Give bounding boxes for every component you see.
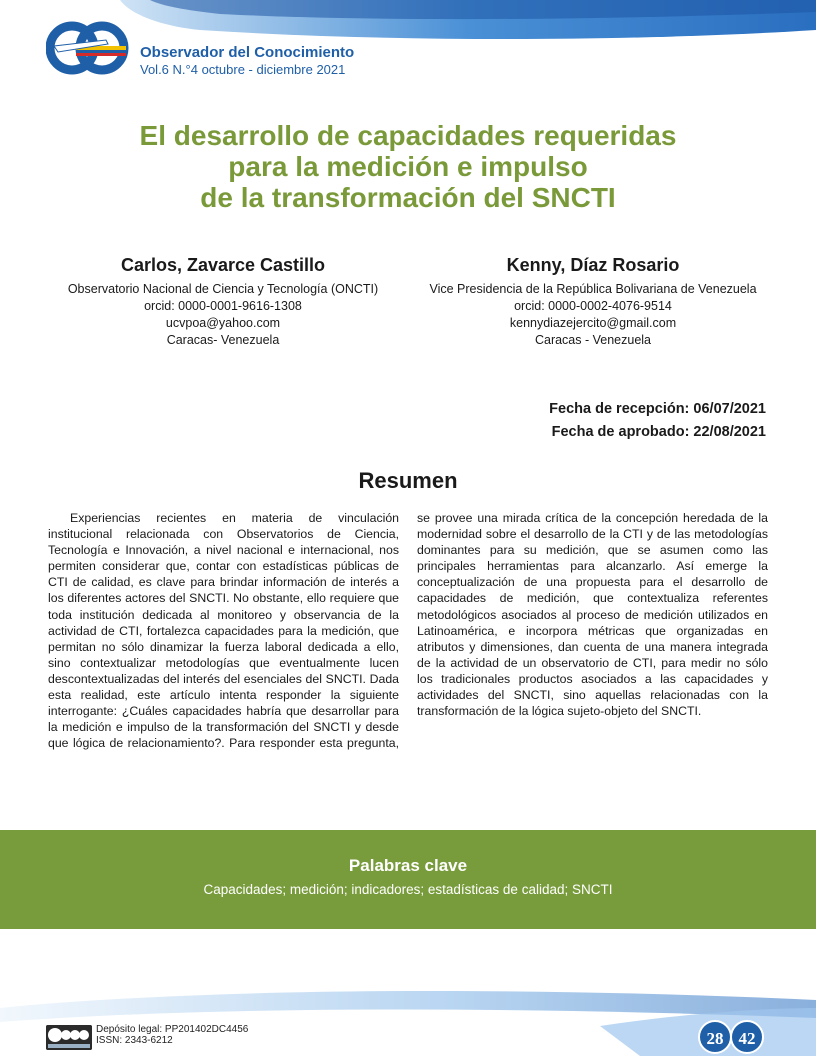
- author-affiliation: Vice Presidencia de la República Bolivariana de Venezuela: [429, 282, 757, 296]
- author-block: [408, 254, 778, 349]
- journal-logo-icon: [46, 16, 132, 78]
- author-orcid: orcid: 0000-0002-4076-9514: [514, 299, 672, 313]
- page-end-badge: 42: [730, 1020, 764, 1054]
- author-location: Caracas- Venezuela: [166, 333, 280, 347]
- title-line: de la transformación del SNCTI: [200, 182, 616, 213]
- abstract-body: [48, 510, 768, 758]
- keywords-list: Capacidades; medición; indicadores; estadísticas de calidad; SNCTI: [203, 882, 613, 897]
- legal-info: [96, 1024, 248, 1046]
- page-start-badge: 28: [698, 1020, 732, 1054]
- author-name: Kenny, Díaz Rosario: [506, 255, 680, 275]
- journal-issue: Vol.6 N.°4 octubre - diciembre 2021: [140, 62, 346, 77]
- author-name: Carlos, Zavarce Castillo: [120, 255, 326, 275]
- legal-deposit: Depósito legal: PP201402DC4456: [96, 1024, 249, 1035]
- received-date: Fecha de recepción: 06/07/2021: [549, 401, 766, 417]
- keywords-band: [0, 830, 816, 929]
- article-title: [60, 120, 756, 213]
- article-dates: [549, 398, 766, 444]
- author-location: Caracas - Venezuela: [534, 333, 652, 347]
- journal-name: Observador del Conocimiento: [140, 44, 355, 61]
- author-email[interactable]: kennydiazejercito@gmail.com: [509, 316, 677, 330]
- keywords-heading: Palabras clave: [348, 856, 468, 875]
- approved-date: Fecha de aprobado: 22/08/2021: [551, 424, 766, 440]
- abstract-heading: Resumen: [358, 468, 458, 493]
- title-line: para la medición e impulso: [228, 151, 588, 182]
- issn: ISSN: 2343-6212: [96, 1035, 173, 1046]
- author-email[interactable]: ucvpoa@yahoo.com: [165, 316, 281, 330]
- creative-commons-icon: [46, 1025, 92, 1050]
- author-block: [48, 254, 398, 349]
- author-orcid: orcid: 0000-0001-9616-1308: [144, 299, 302, 313]
- author-affiliation: Observatorio Nacional de Ciencia y Tecnología (ONCTI): [67, 282, 379, 296]
- abstract-paragraph: Experiencias recientes en materia de vinculación institucional relacionada con Observatorios de Ciencia, Tecnología e Innovación, a nivel nacional e internacional, nos permiten considerar que, contar con estadísticas públicas de CTI de calidad, es clave para brindar información de interés a los diferentes actores del SNCTI. No obstante, ello requiere que toda institución dedicada al monitoreo y observancia de la actividad de CTI, fortalezca capacidades para la medición, que permitan no sólo dinamizar la fuerza laboral dedicada a ello, sino contextualizar metodologías que eventualmente lucen descontextualizadas del interés del esenciales del SNCTI. Dada esta realidad, este artículo intenta responder la siguiente interrogante: ¿Cuáles capacidades habría que desarrollar para la medición e impulso de la transformación del SNCTI y desde que lógica de relacionamiento?. Para responder esta pregunta, se provee una mirada crítica de la concepción heredada de la modernidad sobre el desarrollo de la CTI y de las metodologías dominantes para su medición, que se asumen como las principales herramientas para alcanzarlo. Así emerge la conceptualización de una propuesta para el desarrollo de capacidades de medición, que contextualiza referentes metodológicos asociados al proceso de medición utilizados en Latinoamérica, e incorpora métricas que organizadas en atributos y dimensiones, dan cuenta de una manera integrada de la actividad de un observatorio de CTI, para medir no sólo los tradicionales productos asociados a las capacidades y actividades del SNCTI, sino aquellas relacionadas con la transformación de la lógica sujeto-objeto del SNCTI.: [48, 511, 768, 751]
- title-line: El desarrollo de capacidades requeridas: [139, 120, 677, 151]
